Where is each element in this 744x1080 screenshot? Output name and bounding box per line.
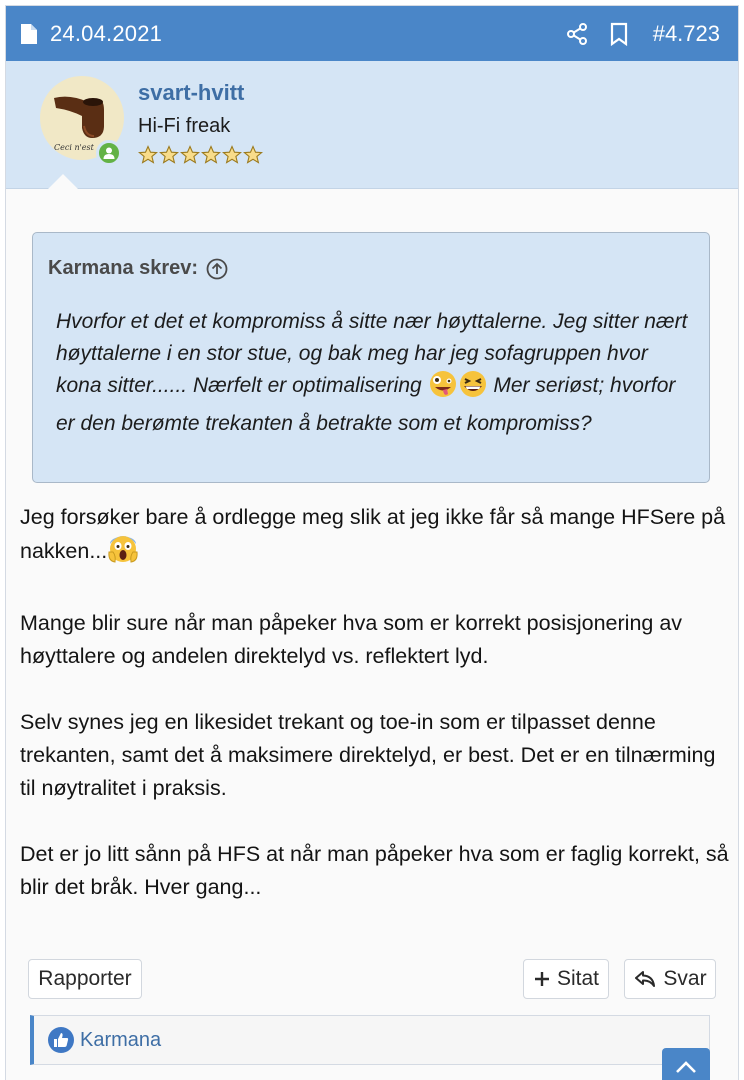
forum-post <box>5 5 739 1080</box>
star-icon <box>243 145 263 165</box>
user-title: Hi-Fi freak <box>138 115 231 137</box>
quote-author[interactable]: Karmana skrev: <box>48 257 199 279</box>
post-number-link[interactable]: #4.723 <box>652 20 720 46</box>
share-icon[interactable] <box>563 20 591 48</box>
reply-arrow-icon <box>633 969 657 989</box>
post-paragraph-1-text: Jeg forsøker bare å ordlegge meg slik at jeg ikke får så mange HFSere på nakken... <box>20 505 726 563</box>
quote-header <box>48 257 228 280</box>
post-header <box>6 6 738 61</box>
avatar-caption: Ceci n'est <box>54 143 94 152</box>
quote-text <box>56 306 698 440</box>
document-icon <box>20 22 42 46</box>
online-status-icon <box>96 140 122 166</box>
plus-icon <box>533 970 551 988</box>
post-date: 24.04.2021 <box>50 20 163 46</box>
star-icon <box>222 145 242 165</box>
post-paragraph-4: Det er jo litt sånn på HFS at når man påpeker hva som er faglig korrekt, så blir det bråk. Hver gang... <box>20 842 729 899</box>
star-icon <box>180 145 200 165</box>
post-paragraph-2: Mange blir sure når man påpeker hva som er korrekt posisjonering av høyttalere og andelen direktelyd vs. reflektert lyd. <box>20 611 683 668</box>
star-icon <box>138 145 158 165</box>
grinning-squinting-emoji-icon <box>458 370 488 408</box>
post-paragraph-3: Selv synes jeg en likesidet trekant og toe-in som er tilpasset denne trekanten, samt det å maksimere direktelyd, er best. Det er en tilnærming til nøytralitet i praksis. <box>20 710 716 800</box>
user-info <box>6 61 738 189</box>
reply-button[interactable] <box>624 959 716 999</box>
report-button[interactable] <box>28 959 142 999</box>
quote-text-part-2: Mer seriøst; hvorfor er den berømte trekanten å betrakte som et kompromiss? <box>56 374 676 435</box>
scroll-to-top-button[interactable] <box>662 1048 710 1080</box>
face-screaming-emoji-icon <box>107 534 139 574</box>
chevron-up-icon <box>675 1060 697 1074</box>
bookmark-icon[interactable] <box>605 20 633 48</box>
quote-button-label: Sitat <box>556 967 600 990</box>
star-icon <box>159 145 179 165</box>
reply-button-label: Svar <box>663 967 707 990</box>
message-pointer <box>48 174 78 189</box>
zany-face-emoji-icon <box>428 370 458 408</box>
thumbs-up-icon <box>48 1027 74 1053</box>
user-rank-stars <box>138 145 263 165</box>
report-button-label: Rapporter <box>38 967 132 990</box>
quote-text-part-1: Hvorfor et det et kompromiss å sitte nær høyttalerne. Jeg sitter nært høyttalerne i en stor stue, og bak meg har jeg sofagruppen hvor kona sitter...... Nærfelt er optimalisering <box>56 310 688 397</box>
post-body <box>20 501 730 937</box>
jump-to-quote-icon[interactable] <box>206 258 228 280</box>
quote-block <box>32 232 710 483</box>
star-icon <box>201 145 221 165</box>
quote-button[interactable] <box>523 959 609 999</box>
username-link[interactable]: svart-hvitt <box>138 80 245 105</box>
liker-link[interactable]: Karmana <box>80 1028 162 1051</box>
likes-bar <box>30 1015 710 1065</box>
post-paragraph-1 <box>20 501 730 574</box>
